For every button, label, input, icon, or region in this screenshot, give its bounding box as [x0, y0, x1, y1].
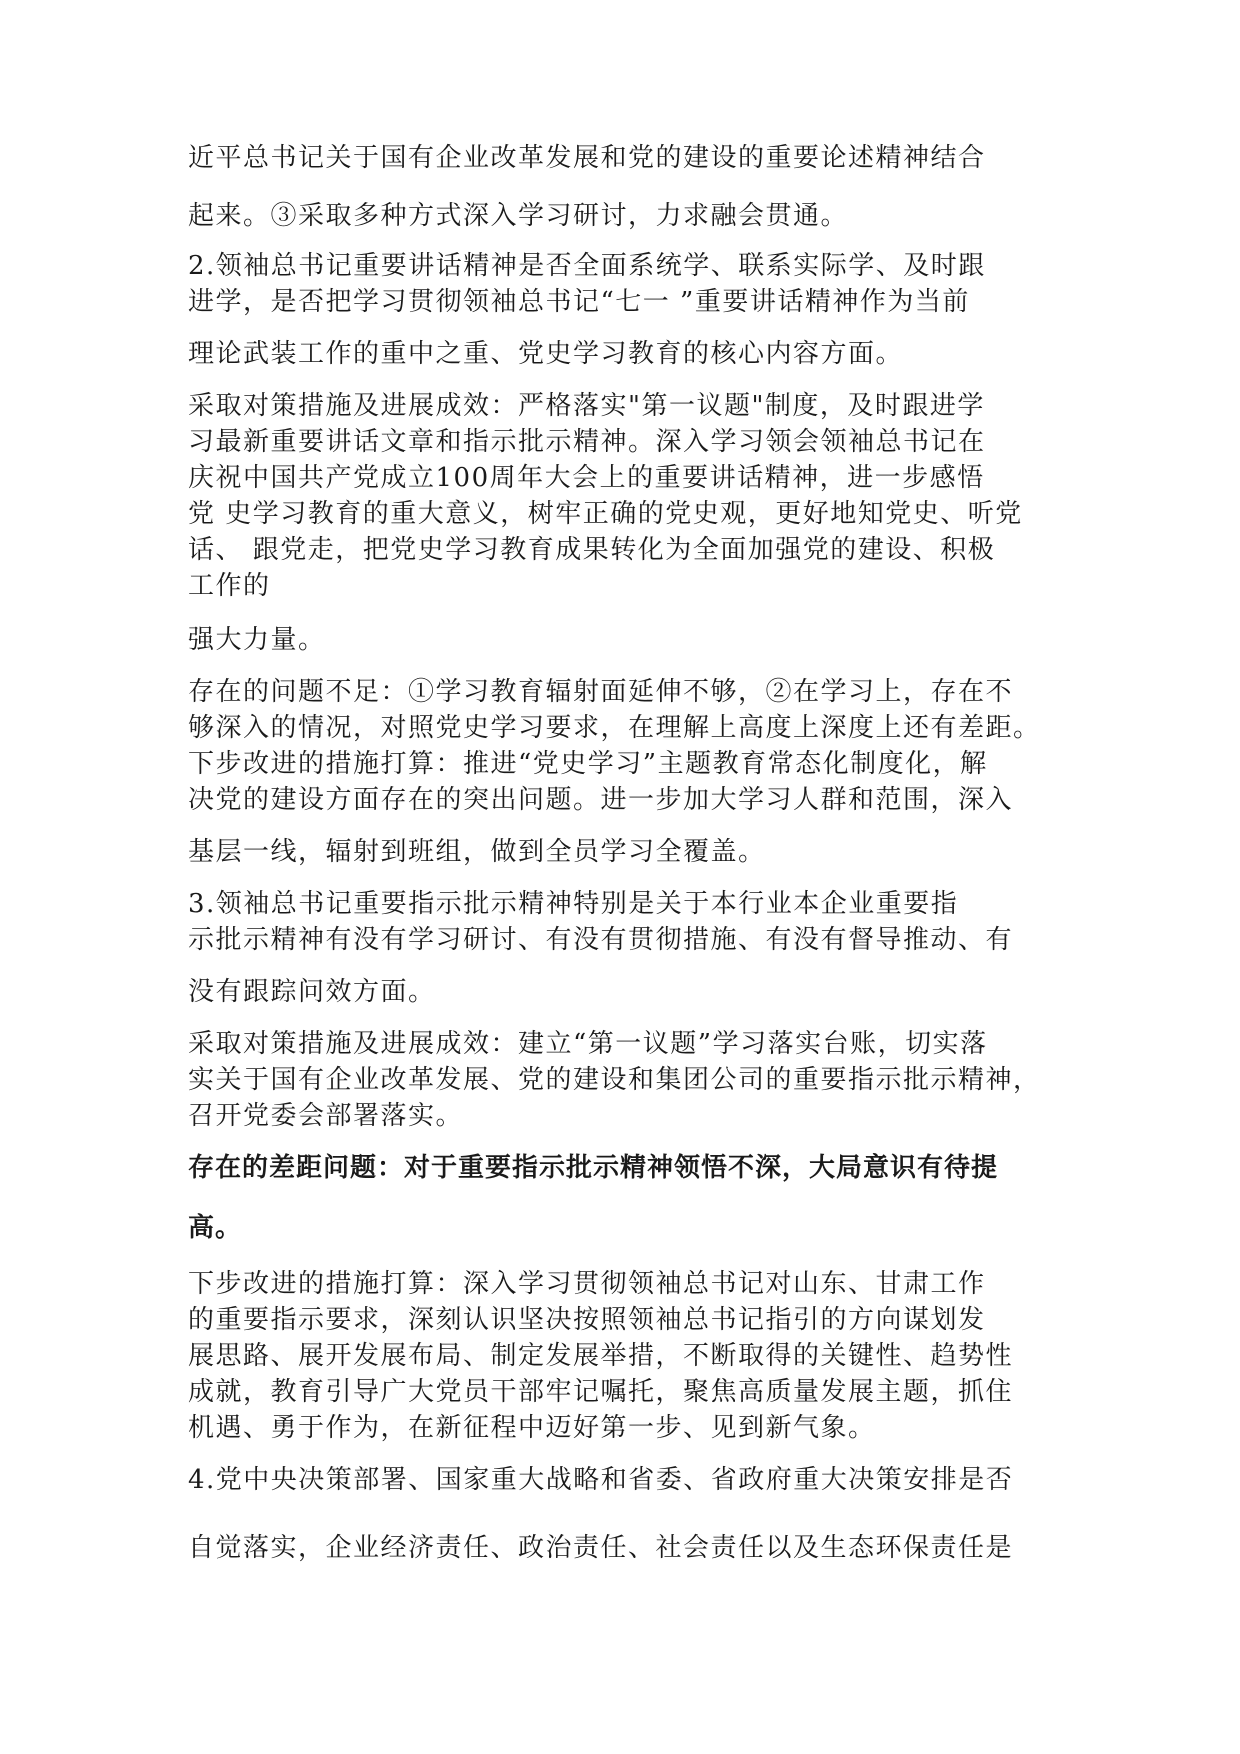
text-line-bold: 高。 [188, 1213, 243, 1243]
text-line: 自觉落实，企业经济责任、政治责任、社会责任以及生态环保责任是 [188, 1533, 1014, 1563]
text-line: 示批示精神有没有学习研讨、有没有贯彻措施、有没有督导推动、有 [188, 925, 1014, 955]
text-line: 工作的 [188, 571, 271, 601]
text-line: 3.领袖总书记重要指示批示精神特别是关于本行业本企业重要指 [188, 889, 959, 919]
text-line: 成就，教育引导广大党员干部牢记嘱托，聚焦高质量发展主题，抓住 [188, 1377, 1014, 1407]
text-line: 存在的问题不足：①学习教育辐射面延伸不够，②在学习上，存在不 [188, 677, 1014, 707]
text-line: 展思路、展开发展布局、制定发展举措，不断取得的关键性、趋势性 [188, 1341, 1014, 1371]
text-line: 实关于国有企业改革发展、党的建设和集团公司的重要指示批示精神， [188, 1065, 1041, 1095]
text-line: 采取对策措施及进展成效：严格落实"第一议题"制度，及时跟进学 [188, 391, 985, 421]
text-line: 2.领袖总书记重要讲话精神是否全面系统学、联系实际学、及时跟 [188, 251, 986, 281]
text-line-bold: 存在的差距问题：对于重要指示批示精神领悟不深，大局意识有待提 [188, 1153, 999, 1183]
text-line: 决党的建设方面存在的突出问题。进一步加大学习人群和范围，深入 [188, 785, 1014, 815]
text-line: 机遇、勇于作为，在新征程中迈好第一步、见到新气象。 [188, 1413, 876, 1443]
text-line: 基层一线，辐射到班组，做到全员学习全覆盖。 [188, 837, 766, 867]
text-line: 下步改进的措施打算：推进“党史学习”主题教育常态化制度化，解 [188, 749, 988, 779]
text-line: 强大力量。 [188, 625, 326, 655]
text-line: 的重要指示要求，深刻认识坚决按照领袖总书记指引的方向谋划发 [188, 1305, 986, 1335]
text-line: 采取对策措施及进展成效：建立“第一议题”学习落实台账，切实落 [188, 1029, 988, 1059]
text-line: 话、 跟党走，把党史学习教育成果转化为全面加强党的建设、积极 [188, 535, 996, 565]
text-line: 理论武装工作的重中之重、党史学习教育的核心内容方面。 [188, 339, 904, 369]
text-line: 召开党委会部署落实。 [188, 1101, 464, 1131]
text-line: 4.党中央决策部署、国家重大战略和省委、省政府重大决策安排是否 [188, 1465, 1014, 1495]
text-line: 没有跟踪问效方面。 [188, 977, 436, 1007]
text-line: 起来。③采取多种方式深入学习研讨，力求融会贯通。 [188, 201, 849, 231]
text-line: 党 史学习教育的重大意义，树牢正确的党史观，更好地知党史、听党 [188, 499, 1023, 529]
text-line: 下步改进的措施打算：深入学习贯彻领袖总书记对山东、甘肃工作 [188, 1269, 986, 1299]
text-line: 习最新重要讲话文章和指示批示精神。深入学习领会领袖总书记在 [188, 427, 986, 457]
text-line: 近平总书记关于国有企业改革发展和党的建设的重要论述精神结合 [188, 143, 986, 173]
text-line: 进学，是否把学习贯彻领袖总书记“七一 ”重要讲话精神作为当前 [188, 287, 970, 317]
text-line: 够深入的情况，对照党史学习要求，在理解上高度上深度上还有差距。 [188, 713, 1041, 743]
text-line: 庆祝中国共产党成立100周年大会上的重要讲话精神，进一步感悟 [188, 463, 985, 493]
